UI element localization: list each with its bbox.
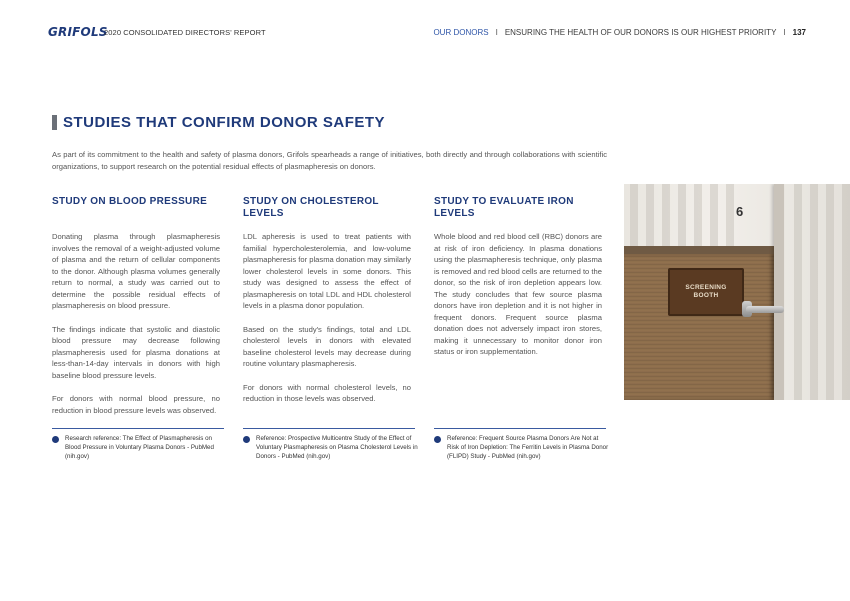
study-heading: STUDY TO EVALUATE IRON LEVELS — [434, 196, 574, 219]
reference-link[interactable] — [434, 434, 610, 461]
door-handle — [746, 306, 784, 313]
report-title: 2020 CONSOLIDATED DIRECTORS' REPORT — [104, 28, 266, 37]
page-title-text: STUDIES THAT CONFIRM DONOR SAFETY — [63, 114, 386, 131]
study-body — [243, 231, 411, 405]
subsection-title: ENSURING THE HEALTH OF OUR DONORS IS OUR HIGHEST PRIORITY — [504, 28, 777, 37]
study-heading: STUDY ON BLOOD PRESSURE — [52, 196, 208, 207]
study-paragraph: Based on the study's findings, total and LDL cholesterol levels in donors with elevated baseline cholesterol levels may decrease during routine voluntary plasmapheresis. — [243, 324, 411, 368]
header-separator: I — [495, 28, 498, 37]
intro-paragraph: As part of its commitment to the health and safety of plasma donors, Grifols spearheads a range of initiatives, both directly and through collaborations with scientific organizations, to support research on the potential residual effects of plasmapheresis on donors. — [52, 150, 607, 171]
reference-divider — [243, 428, 415, 429]
bullet-icon — [434, 436, 441, 443]
study-column-blood-pressure — [52, 196, 220, 460]
study-body — [434, 231, 602, 358]
study-paragraph: The findings indicate that systolic and diastolic blood pressure may decrease following plasmapheresis used for plasma donations at less-than-14-day intervals in donors with high baseline blood pressure levels. — [52, 324, 220, 380]
sign-line: SCREENING — [685, 284, 727, 291]
reference-text[interactable]: Reference: Prospective Multicentre Study of the Effect of Voluntary Plasmapheresis on Plasma Cholesterol Levels in Donors - PubMed (nih.gov) — [256, 435, 418, 460]
study-paragraph: For donors with normal cholesterol levels, no reduction in those levels was observed. — [243, 382, 411, 403]
study-paragraph: LDL apheresis is used to treat patients with familial hypercholesterolemia, and low-volume plasmapheresis for plasma donation may similarly lower cholesterol levels in some donors. This study was designed to assess the effect of plasmapheresis on total LDL and HDL cholesterol levels in a plasma donor population. — [243, 232, 411, 310]
study-column-cholesterol — [243, 196, 418, 460]
reference-text[interactable]: Reference: Frequent Source Plasma Donors Are Not at Risk of Iron Depletion: The Ferritin Levels in Plasma Donor (FLIPD) Study - PubMed (nih.gov) — [447, 435, 609, 460]
study-paragraph: Donating plasma through plasmapheresis involves the removal of a weight-adjusted volume of plasma and the return of cellular components to the donor. Although plasma volumes generally return to normal, a study was carried out to determine the possible residual effects of plasmapheresis on blood pressure. — [52, 232, 220, 310]
study-column-iron — [434, 196, 609, 460]
section-title: OUR DONORS — [433, 28, 489, 37]
header-separator: I — [783, 28, 786, 37]
sign-line: BOOTH — [693, 292, 719, 299]
reference-link[interactable] — [243, 434, 419, 461]
study-heading: STUDY ON CHOLESTEROL LEVELS — [243, 196, 379, 219]
door-number: 6 — [736, 204, 744, 219]
screening-booth-photo — [624, 184, 850, 400]
study-paragraph: Whole blood and red blood cell (RBC) donors are at risk of iron deficiency. In plasma donations using the plasmapheresis technique, only plasma is removed and red blood cells are returned to the donor, so the risk of iron depletion appears low. The study concludes that few source plasma donors have iron depletion and it is not higher in frequent donors. Frequent source plasma donation does not adversely impact iron stores, making it unnecessary to monitor donor iron status or iron supplementation. — [434, 232, 602, 356]
study-body — [52, 231, 220, 416]
page-title — [52, 114, 385, 131]
reference-divider — [52, 428, 224, 429]
reference-link[interactable] — [52, 434, 228, 461]
bullet-icon — [243, 436, 250, 443]
reference-text[interactable]: Research reference: The Effect of Plasmapheresis on Blood Pressure in Voluntary Plasma Donors - PubMed (nih.gov) — [65, 435, 214, 460]
reference-divider — [434, 428, 606, 429]
title-accent-bar — [52, 115, 57, 130]
door-frame — [774, 184, 784, 400]
page-header-nav — [433, 28, 806, 37]
study-paragraph: For donors with normal blood pressure, no reduction in blood pressure levels was observed. — [52, 394, 220, 415]
bullet-icon — [52, 436, 59, 443]
booth-sign — [668, 268, 744, 316]
page-number: 137 — [792, 28, 806, 37]
grifols-logo: GRIFOLS — [48, 25, 108, 39]
